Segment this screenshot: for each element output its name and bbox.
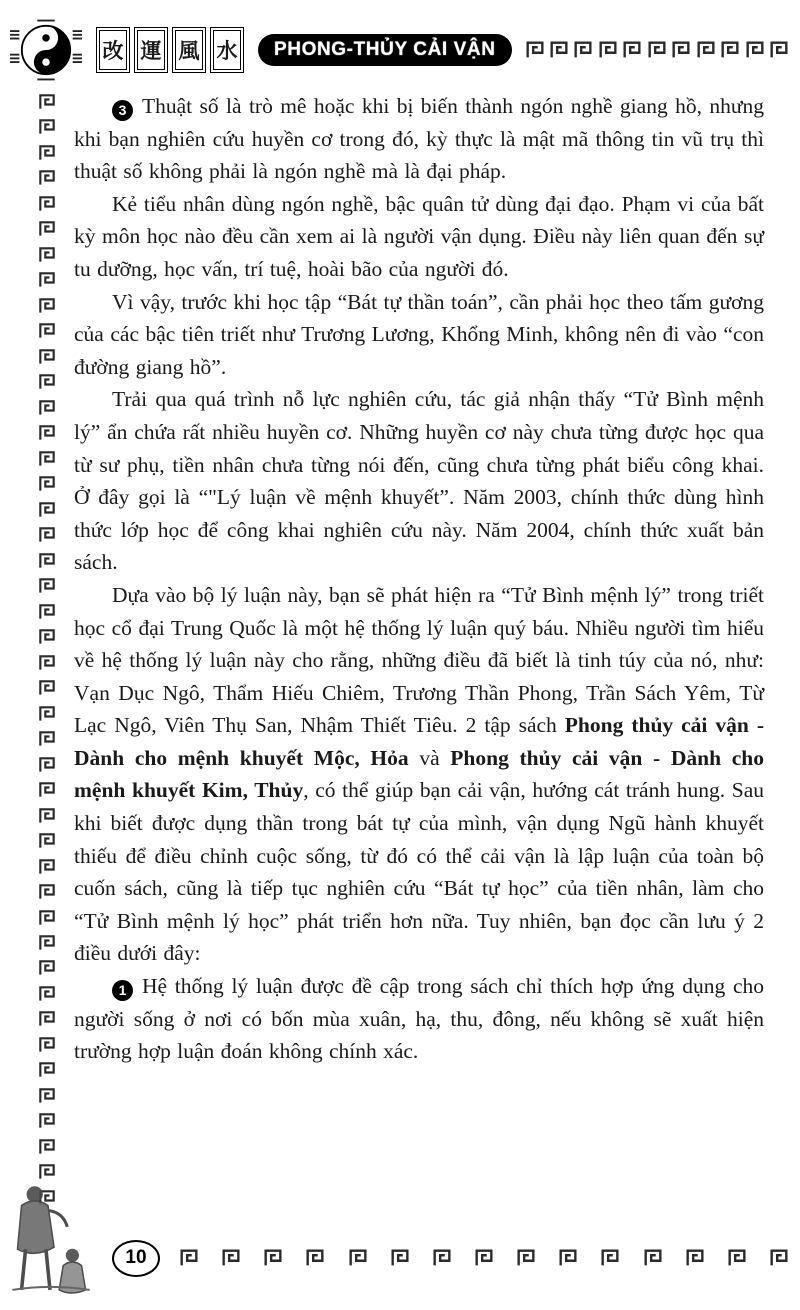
meander-pattern-icon — [431, 1247, 453, 1269]
meander-pattern-icon — [548, 39, 570, 61]
meander-pattern-icon — [37, 347, 57, 367]
yin-yang-logo-icon — [6, 19, 86, 81]
meander-pattern-icon — [473, 1247, 495, 1269]
meander-pattern-icon — [37, 1060, 57, 1080]
meander-pattern-icon — [37, 755, 57, 775]
page-title: PHONG-THỦY CẢI VẬN — [274, 39, 496, 60]
chinese-character-box: 運 — [137, 30, 165, 70]
meander-pattern-icon — [37, 117, 57, 137]
meander-pattern-icon — [597, 39, 619, 61]
meander-pattern-icon — [37, 194, 57, 214]
bold-text-run: Phong thủy cải vận - Dành cho mệnh khuyết Mộc, Hỏa — [74, 713, 764, 770]
meander-pattern-icon — [220, 1247, 242, 1269]
text-run: Kẻ tiểu nhân dùng ngón nghề, bậc quân tử dùng đại đạo. Phạm vi của bất kỳ môn học nào đều cần xem ai là người vận dụng. Điều này liên quan đến sự tu dưỡng, học vấn, trí tuệ, hoài bão của người đó. — [74, 191, 764, 281]
meander-pattern-icon — [684, 1247, 706, 1269]
chinese-character-box: 風 — [175, 30, 203, 70]
meander-pattern-icon — [37, 602, 57, 622]
meander-pattern-icon — [646, 39, 668, 61]
meander-pattern-icon — [37, 1137, 57, 1157]
meander-pattern-icon — [304, 1247, 326, 1269]
page-number-badge: 10 — [112, 1240, 160, 1277]
meander-pattern-icon — [37, 806, 57, 826]
meander-pattern-icon — [37, 704, 57, 724]
meander-pattern-icon — [695, 39, 717, 61]
chinese-title — [96, 30, 244, 70]
meander-pattern-icon — [37, 933, 57, 953]
meander-pattern-icon — [37, 627, 57, 647]
meander-pattern-icon — [37, 831, 57, 851]
meander-pattern-icon — [599, 1247, 621, 1269]
meander-pattern-icon — [37, 908, 57, 928]
body-paragraphs — [74, 90, 764, 1068]
meander-pattern-icon — [37, 958, 57, 978]
circled-number-bullet-icon: 3 — [112, 100, 133, 121]
meander-pattern-icon — [37, 857, 57, 877]
footer-meander-strip — [178, 1247, 790, 1269]
meander-pattern-icon — [37, 1111, 57, 1131]
meander-pattern-icon — [37, 1009, 57, 1029]
meander-pattern-icon — [37, 168, 57, 188]
meander-pattern-icon — [37, 474, 57, 494]
meander-pattern-icon — [768, 1247, 790, 1269]
meander-pattern-icon — [37, 551, 57, 571]
meander-pattern-icon — [37, 143, 57, 163]
bold-text-run: Phong thủy cải vận - Dành cho mệnh khuyết Kim, Thủy — [74, 745, 764, 803]
meander-pattern-icon — [621, 39, 643, 61]
paragraph — [74, 188, 764, 286]
meander-pattern-icon — [37, 653, 57, 673]
meander-pattern-icon — [262, 1247, 284, 1269]
text-run: Vì vậy, trước khi học tập “Bát tự thần toán”, cần phải học theo tấm gương của các bậc tiên triết như Trương Lương, Khổng Minh, không nên đi vào “con đường giang hồ”. — [74, 289, 764, 379]
meander-pattern-icon — [515, 1247, 537, 1269]
meander-pattern-icon — [557, 1247, 579, 1269]
chinese-character-box: 改 — [99, 30, 127, 70]
meander-pattern-icon — [37, 576, 57, 596]
meander-pattern-icon — [719, 39, 741, 61]
header-meander-strip — [520, 39, 794, 61]
meander-pattern-icon — [37, 423, 57, 443]
meander-pattern-icon — [37, 296, 57, 316]
meander-pattern-icon — [37, 245, 57, 265]
meander-pattern-icon — [37, 219, 57, 239]
text-run: và — [408, 745, 451, 770]
paragraph — [74, 90, 764, 188]
meander-pattern-icon — [178, 1247, 200, 1269]
meander-pattern-icon — [572, 39, 594, 61]
meander-pattern-icon — [347, 1247, 369, 1269]
meander-pattern-icon — [37, 449, 57, 469]
text-run: Hệ thống lý luận được đề cập trong sách chỉ thích hợp ứng dụng cho người sống ở nơi có bốn mùa xuân, hạ, thu, đông, nếu không sẽ xuất hiện trường hợp luận đoán không chính xác. — [74, 974, 764, 1064]
meander-pattern-icon — [744, 39, 766, 61]
paragraph — [74, 579, 764, 970]
meander-pattern-icon — [37, 321, 57, 341]
meander-pattern-icon — [37, 1035, 57, 1055]
meander-pattern-icon — [37, 398, 57, 418]
chinese-character-box: 水 — [213, 30, 241, 70]
text-run: Dựa vào bộ lý luận này, bạn sẽ phát hiện ra “Tử Bình mệnh lý” trong triết học cổ đại Trung Quốc là một hệ thống lý luận quý báu. Nhiều người tìm hiểu về hệ thống lý luận này cho rằng, những điều đã biết là tinh túy của nó, như: Vạn Dục Ngô, Thẩm Hiếu Chiêm, Trương Thần Phong, Trần Sách Yêm, Từ Lạc Ngô, Viên Thụ San, Nhậm Thiết Tiêu. 2 tập sách — [74, 582, 764, 738]
text-run: Thuật số là trò mê hoặc khi bị biến thành ngón nghề giang hồ, nhưng khi bạn nghiên cứu huyền cơ trong đó, kỳ thực là mật mã thông tin vũ trụ thì thuật số không phải là ngón nghề mà là đại pháp. — [74, 94, 764, 184]
meander-pattern-icon — [37, 882, 57, 902]
paragraph — [74, 970, 764, 1068]
text-run: , có thể giúp bạn cải vận, hướng cát tránh hung. Sau khi biết được dụng thần trong bát tự của mình, vận dụng Ngũ hành khuyết thiếu để điều chỉnh cuộc sống, từ đó có thể cải vận là lập luận của toàn bộ cuốn sách, cũng là tiếp tục nghiên cứu “Bát tự học” của tiền nhân, làm cho “Tử Bình mệnh lý học” phát triển hơn nữa. Tuy nhiên, bạn đọc cần lưu ý 2 điều dưới đây: — [74, 778, 764, 966]
meander-pattern-icon — [37, 729, 57, 749]
meander-pattern-icon — [37, 1086, 57, 1106]
meander-pattern-icon — [37, 372, 57, 392]
left-meander-border — [34, 92, 60, 1208]
meander-pattern-icon — [37, 500, 57, 520]
meander-pattern-icon — [37, 984, 57, 1004]
page-header — [6, 22, 794, 78]
paragraph — [74, 383, 764, 579]
meander-pattern-icon — [726, 1247, 748, 1269]
meander-pattern-icon — [37, 780, 57, 800]
meander-pattern-icon — [768, 39, 790, 61]
sage-illustration — [2, 1174, 98, 1296]
meander-pattern-icon — [642, 1247, 664, 1269]
page-footer — [112, 1238, 790, 1278]
text-run: Trải qua quá trình nỗ lực nghiên cứu, tác giả nhận thấy “Tử Bình mệnh lý” ẩn chứa rất nhiều huyền cơ. Những huyền cơ này chưa từng được học qua từ sư phụ, tiền nhân chưa từng nói đến, cũng chưa từng phát biểu công khai. Ở đây gọi là “"Lý luận về mệnh khuyết”. Năm 2003, chính thức dùng hình thức lớp học để công khai nghiên cứu này. Năm 2004, chính thức xuất bản sách. — [74, 387, 764, 575]
meander-pattern-icon — [37, 678, 57, 698]
meander-pattern-icon — [37, 525, 57, 545]
meander-pattern-icon — [37, 92, 57, 112]
meander-pattern-icon — [389, 1247, 411, 1269]
title-banner — [258, 34, 512, 66]
meander-pattern-icon — [37, 270, 57, 290]
paragraph — [74, 286, 764, 384]
circled-number-bullet-icon: 1 — [112, 980, 133, 1001]
meander-pattern-icon — [670, 39, 692, 61]
meander-pattern-icon — [524, 39, 546, 61]
